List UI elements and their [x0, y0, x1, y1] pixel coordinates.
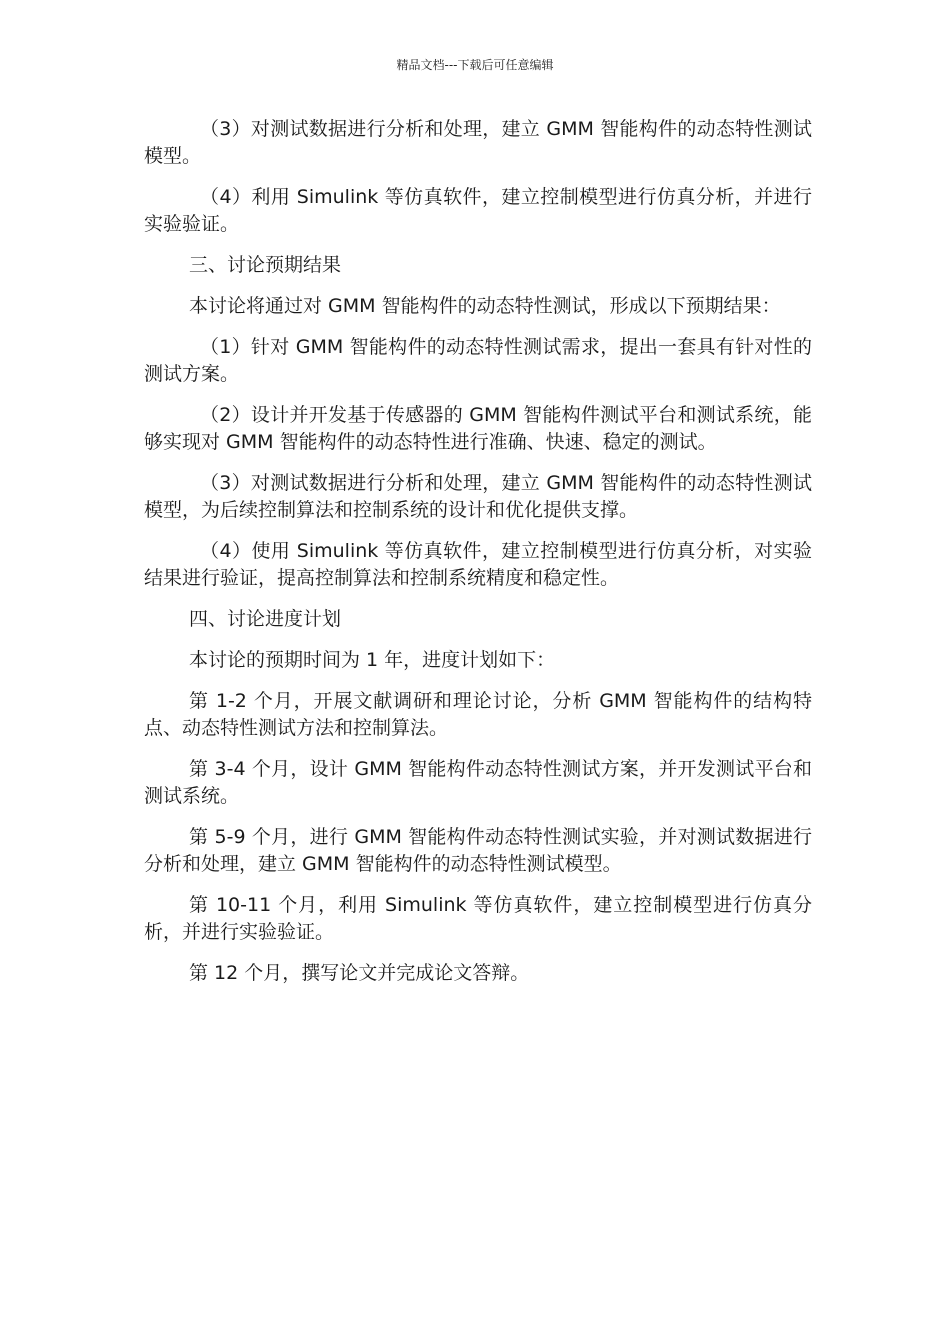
- paragraph-result-1: （1）针对 GMM 智能构件的动态特性测试需求，提出一套具有针对性的测试方案。: [144, 336, 812, 385]
- section-heading-expected-results: 三、讨论预期结果: [189, 254, 342, 276]
- paragraph-results-intro: 本讨论将通过对 GMM 智能构件的动态特性测试，形成以下预期结果：: [189, 295, 781, 317]
- page-header: 精品文档---下载后可任意编辑: [396, 58, 554, 72]
- section-heading-schedule: 四、讨论进度计划: [189, 608, 342, 630]
- paragraph-schedule-intro: 本讨论的预期时间为 1 年，进度计划如下：: [189, 649, 556, 671]
- paragraph-schedule-month-3-4: 第 3-4 个月，设计 GMM 智能构件动态特性测试方案，并开发测试平台和测试系统。: [144, 758, 812, 807]
- paragraph-schedule-month-5-9: 第 5-9 个月，进行 GMM 智能构件动态特性测试实验，并对测试数据进行分析和处理，建立 GMM 智能构件的动态特性测试模型。: [144, 826, 812, 875]
- paragraph-method-4: （4）利用 Simulink 等仿真软件，建立控制模型进行仿真分析，并进行实验验证。: [144, 186, 812, 235]
- paragraph-schedule-month-10-11: 第 10-11 个月，利用 Simulink 等仿真软件，建立控制模型进行仿真分析，并进行实验验证。: [144, 894, 812, 943]
- document-body: [144, 116, 812, 1001]
- paragraph-result-4: （4）使用 Simulink 等仿真软件，建立控制模型进行仿真分析，对实验结果进行验证，提高控制算法和控制系统精度和稳定性。: [144, 540, 812, 589]
- paragraph-result-2: （2）设计并开发基于传感器的 GMM 智能构件测试平台和测试系统，能够实现对 GMM 智能构件的动态特性进行准确、快速、稳定的测试。: [144, 404, 812, 453]
- paragraph-schedule-month-12: 第 12 个月，撰写论文并完成论文答辩。: [189, 962, 530, 984]
- paragraph-result-3: （3）对测试数据进行分析和处理，建立 GMM 智能构件的动态特性测试模型，为后续控制算法和控制系统的设计和优化提供支撑。: [144, 472, 812, 521]
- paragraph-method-3: （3）对测试数据进行分析和处理，建立 GMM 智能构件的动态特性测试模型。: [144, 118, 812, 167]
- paragraph-schedule-month-1-2: 第 1-2 个月，开展文献调研和理论讨论，分析 GMM 智能构件的结构特点、动态特性测试方法和控制算法。: [144, 690, 812, 739]
